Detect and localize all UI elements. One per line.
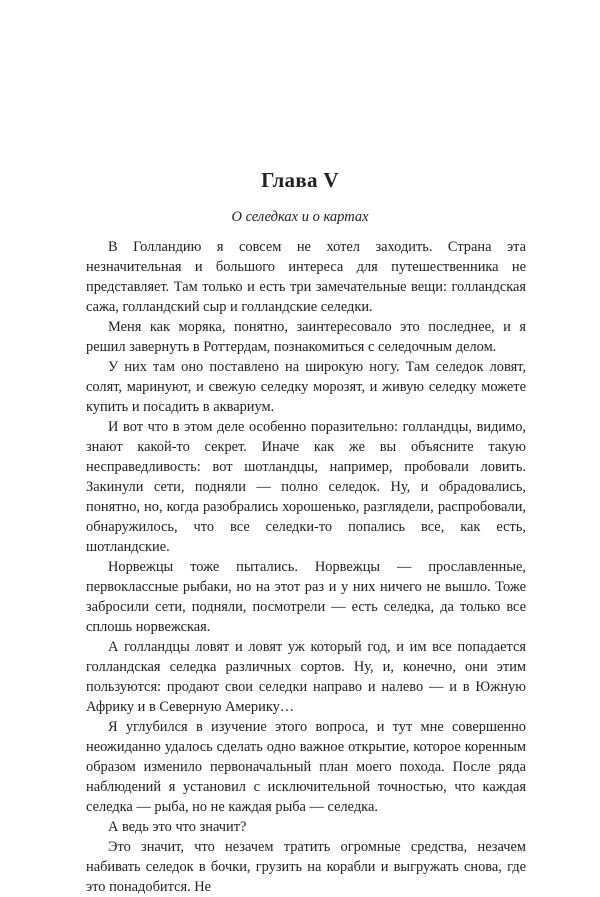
paragraph: А голландцы ловят и ловят уж который год, и им все попадается голландская селедка различных сортов. Ну, и, конечно, они этим пользуются: продают свои селедки направо и налево — и в Южную Африку и в Северную Америку… xyxy=(86,639,526,715)
chapter-body xyxy=(86,237,526,897)
paragraph: У них там оно поставлено на широкую ногу. Там селедок ловят, солят, маринуют, и свежую селедку морозят, и живую селедку можете купить и посадить в аквариум. xyxy=(86,359,526,415)
paragraph: В Голландию я совсем не хотел заходить. Страна эта незначительная и большого интереса для путешественника не представляет. Там только и есть три замечательные вещи: голландская сажа, голландский сыр и голландские селедки. xyxy=(86,239,526,315)
paragraph: Я углубился в изучение этого вопроса, и тут мне совершенно неожиданно удалось сделать одно важное открытие, которое коренным образом изменило первоначальный план моего похода. После ряда наблюдений я установил с исключительной точностью, что каждая селедка — рыба, но не каждая рыба — селедка. xyxy=(86,719,526,815)
paragraph: Меня как моряка, понятно, заинтересовало это последнее, и я решил завернуть в Роттердам, познакомиться с селедочным делом. xyxy=(86,319,526,355)
paragraph: Это значит, что незачем тратить огромные средства, незачем набивать селедок в бочки, грузить на корабли и выгружать снова, где это понадобится. Не xyxy=(86,839,526,895)
paragraph: И вот что в этом деле особенно поразительно: голландцы, видимо, знают какой-то секрет. Иначе как же вы объясните такую несправедливость: вот шотландцы, например, пробовали ловить. Закинули сети, подняли — полно селедок. Ну, и обрадовались, понятно, но, когда разобрались хорошенько, разглядели, распробовали, обнаружилось, что все селедки-то попались все, как есть, шотландские. xyxy=(86,419,526,555)
chapter-title: Глава V xyxy=(261,168,339,192)
paragraph: Норвежцы тоже пытались. Норвежцы — прославленные, первоклассные рыбаки, но на этот раз и у них ничего не вышло. Тоже забросили сети, подняли, посмотрели — есть селедка, да только все сплошь норвежская. xyxy=(86,559,526,635)
chapter-subtitle: О селедках и о картах xyxy=(231,209,369,225)
paragraph: А ведь это что значит? xyxy=(108,819,247,835)
